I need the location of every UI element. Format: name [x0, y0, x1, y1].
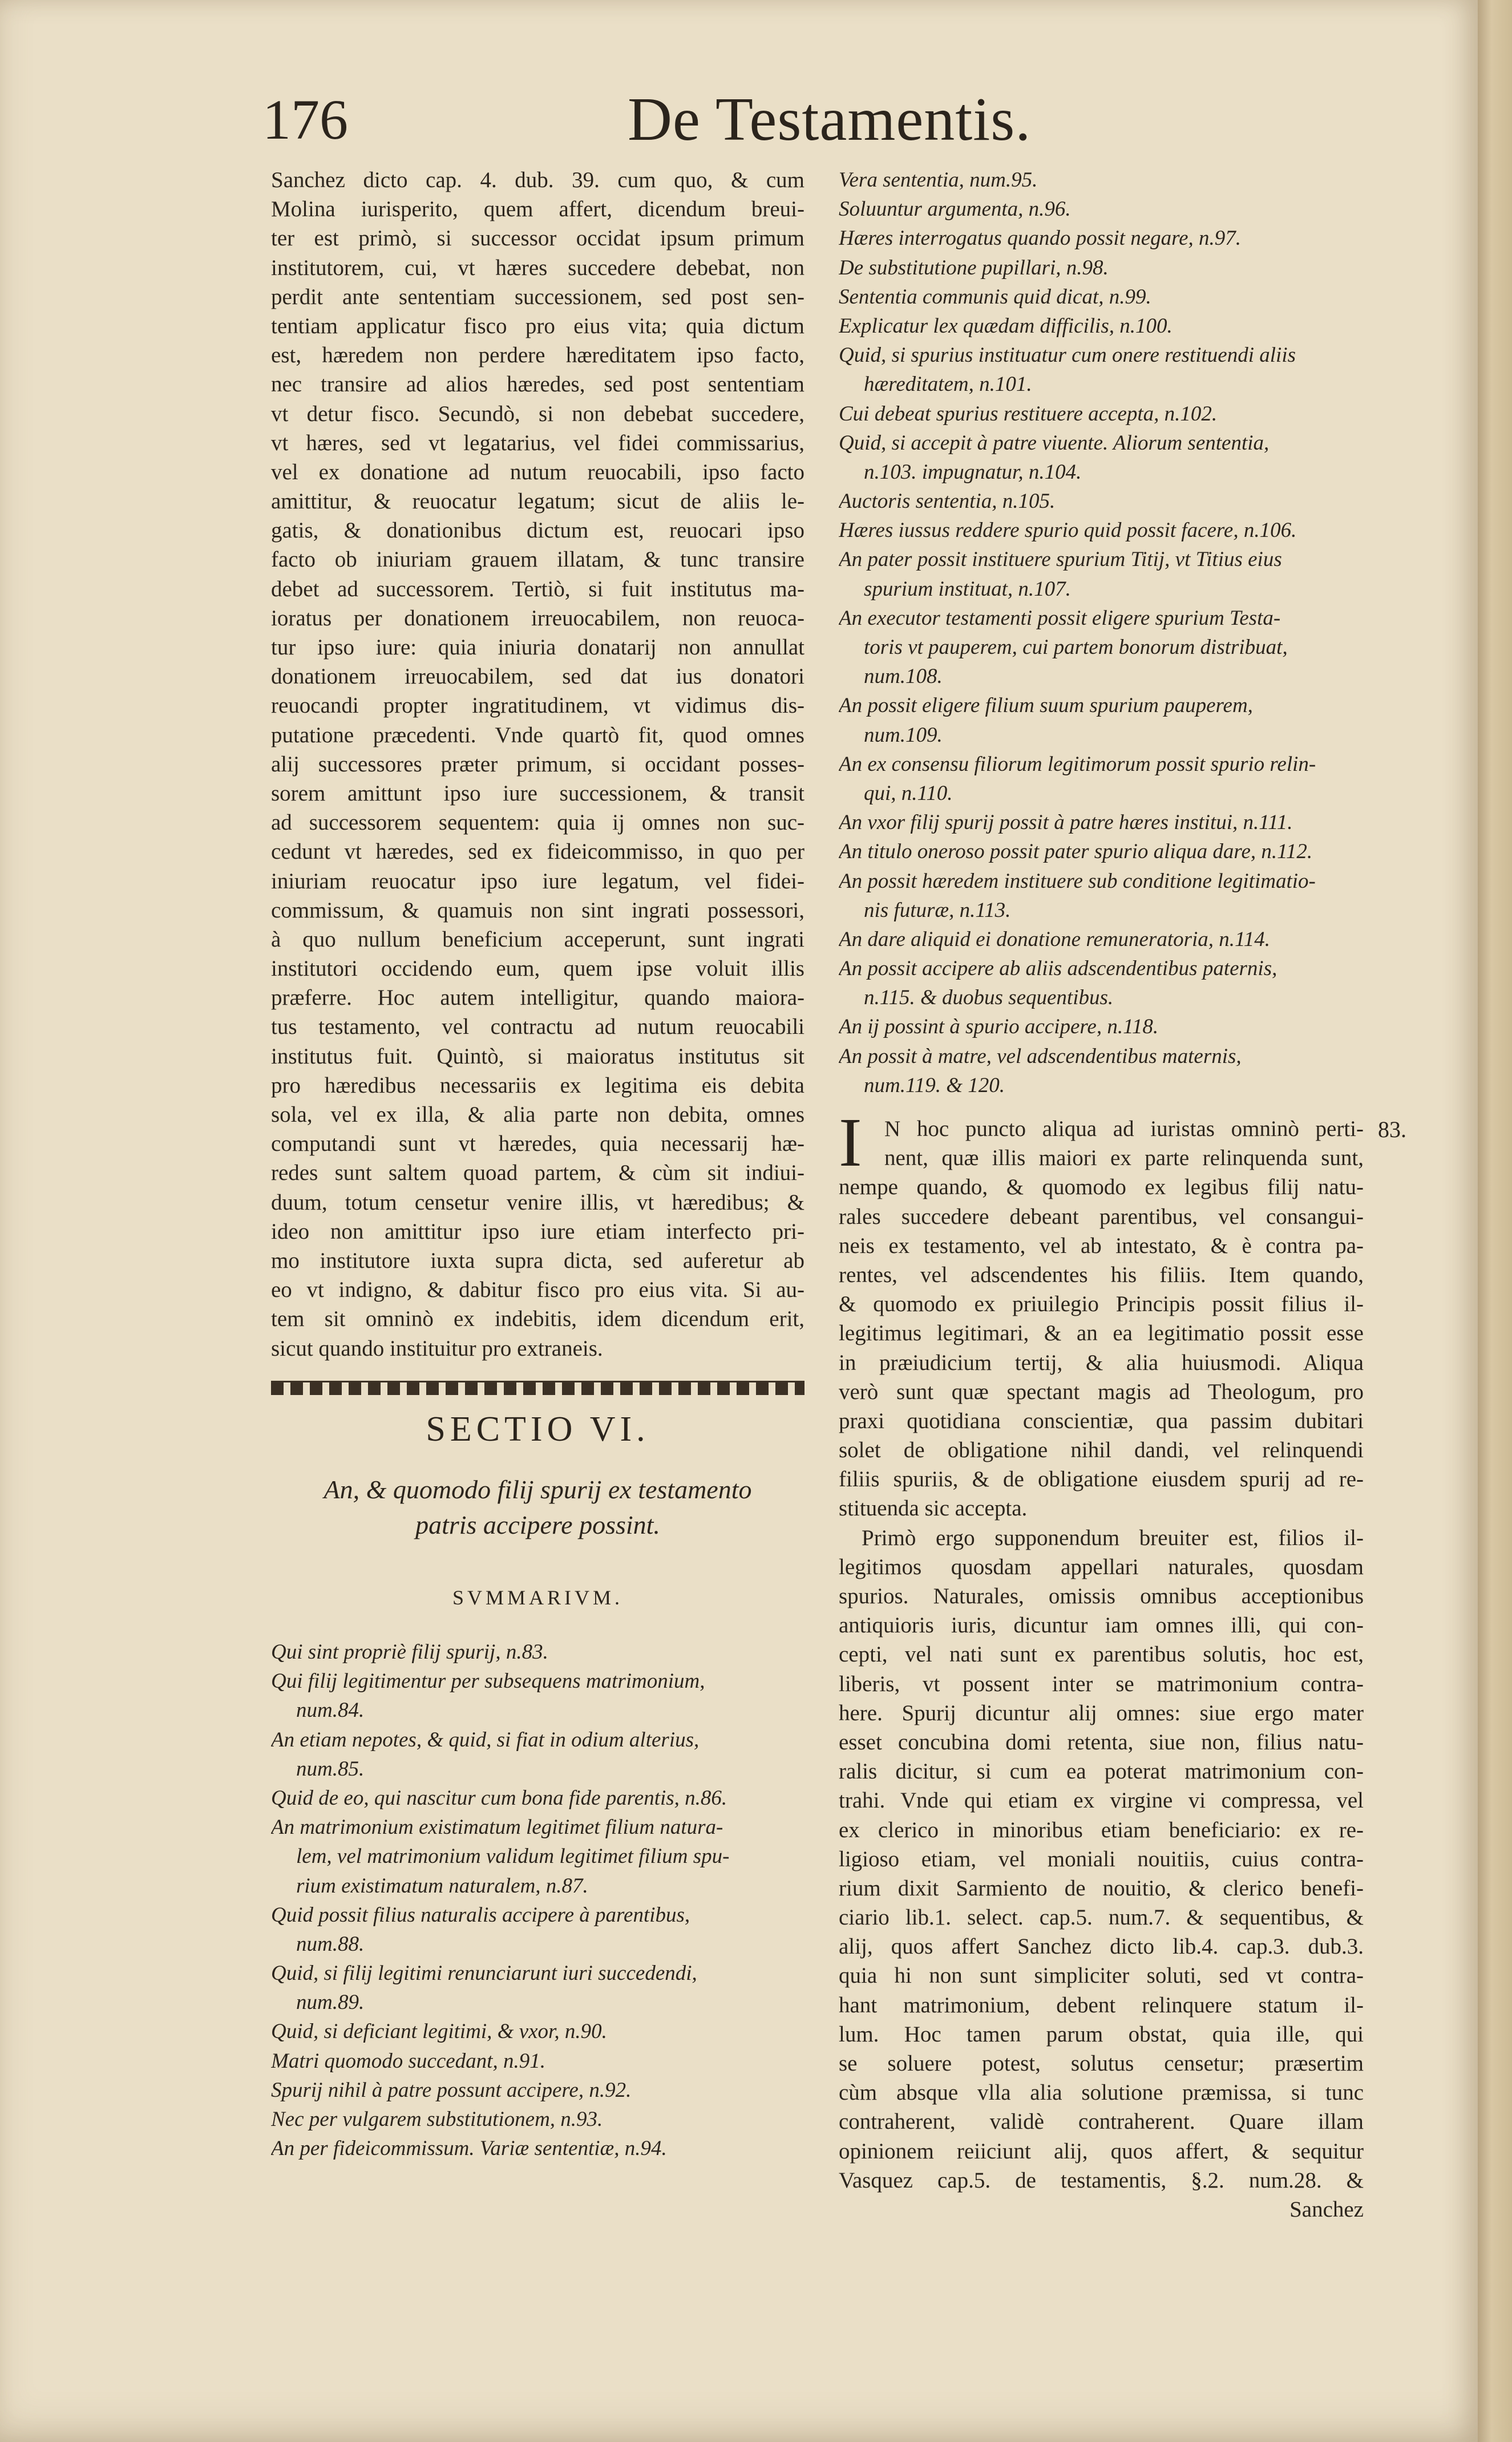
left-line: institutorem, cui, vt hæres succedere debebat, non — [271, 255, 804, 280]
summary-item: Explicatur lex quædam difficilis, n.100. — [839, 314, 1173, 338]
summary-item: An possit eligere filium suum spurium pauperem, — [839, 694, 1253, 718]
right-line: filiis spuriis, & de obligatione eiusdem spurij ad re- — [839, 1467, 1364, 1492]
left-line: sola, vel ex illa, & alia parte non debita, omnes — [271, 1102, 804, 1127]
summary-item: Quid, si deficiant legitimi, & vxor, n.90. — [271, 2020, 607, 2044]
right-line: rales succedere debeant parentibus, vel consangui- — [839, 1204, 1364, 1229]
summary-item: n.115. & duobus sequentibus. — [864, 986, 1114, 1010]
summary-item: nis futuræ, n.113. — [864, 898, 1011, 922]
right-line: trahi. Vnde qui etiam ex virgine vi compressa, vel — [839, 1788, 1364, 1813]
right-line: here. Spurij dicuntur alij omnes: siue ergo mater — [839, 1700, 1364, 1725]
summary-item: Matri quomodo succedant, n.91. — [271, 2049, 545, 2073]
summary-item: An ex consensu filiorum legitimorum possit spurio relin- — [839, 752, 1316, 776]
summary-item: Soluuntur argumenta, n.96. — [839, 197, 1071, 221]
left-line: mo institutore iuxta supra dicta, sed auferetur ab — [271, 1248, 804, 1273]
right-line: nempe quando, & quomodo ex legibus filij natu- — [839, 1175, 1364, 1200]
right-line: & quomodo ex priuilegio Principis possit filius il- — [839, 1292, 1364, 1317]
right-line: spurios. Naturales, omissis omnibus acceptionibus — [839, 1584, 1364, 1608]
section-subtitle — [271, 1472, 804, 1543]
left-line: eo vt indigno, & dabitur fisco pro eius vita. Si au- — [271, 1277, 804, 1303]
right-line: rium dixit Sarmiento de nouitio, & clerico benefi- — [839, 1875, 1364, 1901]
right-summary-list — [839, 165, 1364, 1100]
left-line: à quo nullum beneficium acceperunt, sunt ingrati — [271, 927, 804, 952]
right-line: in præiudicium tertij, & alia huiusmodi. Aliqua — [839, 1350, 1364, 1375]
summary-item: An per fideicommissum. Variæ sententiæ, n.94. — [271, 2137, 667, 2161]
summary-item: De substitutione pupillari, n.98. — [839, 256, 1109, 280]
left-line: est, hæredem non perdere hæreditatem ipso facto, — [271, 343, 804, 368]
right-line: cepti, vel nati sunt ex parentibus solutis, hoc est, — [839, 1642, 1364, 1667]
summary-item: toris vt pauperem, cui partem bonorum distribuat, — [864, 636, 1288, 659]
summary-item: Sententia communis quid dicat, n.99. — [839, 285, 1151, 309]
summary-item: Vera sententia, num.95. — [839, 168, 1038, 192]
left-line: vt hæres, sed vt legatarius, vel fidei commissarius, — [271, 430, 804, 455]
left-line: ioratus per donationem irreuocabilem, non reuoca- — [271, 605, 804, 630]
left-line: institutori occidendo eum, quem ipse voluit illis — [271, 956, 804, 981]
right-line: legitimos quosdam appellari naturales, quosdam — [839, 1554, 1364, 1579]
summary-item: num.108. — [864, 665, 943, 689]
summary-item: An vxor filij spurij possit à patre hæres institui, n.111. — [839, 811, 1293, 835]
left-line: amittitur, & reuocatur legatum; sicut de aliis le- — [271, 489, 804, 514]
summary-item: rium existimatum naturalem, n.87. — [296, 1874, 588, 1898]
left-line: donationem irreuocabilem, sed dat ius donatori — [271, 664, 804, 689]
summary-item: An possit à matre, vel adscendentibus maternis, — [839, 1044, 1242, 1068]
right-line: Vasquez cap.5. de testamentis, §.2. num.28. & — [839, 2168, 1364, 2193]
left-line: perdit ante sententiam successionem, sed post sen- — [271, 284, 804, 309]
summary-item: Qui filij legitimentur per subsequens matrimonium, — [271, 1669, 705, 1693]
right-column-text — [839, 1104, 1364, 2224]
left-line: debet ad successorem. Tertiò, si fuit institutus ma- — [271, 576, 804, 601]
summary-item: qui, n.110. — [864, 781, 953, 805]
summary-item: num.85. — [296, 1757, 365, 1781]
left-line: facto ob iniuriam grauem illatam, & tunc transire — [271, 547, 804, 572]
page-number: 176 — [262, 88, 348, 151]
summary-item: An possit hæredem instituere sub conditione legitimatio- — [839, 869, 1316, 893]
right-line: ex clerico in minoribus etiam beneficiario: ex re- — [839, 1817, 1364, 1842]
right-line: verò sunt quæ spectant magis ad Theologum, pro — [839, 1379, 1364, 1404]
right-line: stituenda sic accepta. — [839, 1496, 1028, 1521]
right-line: solet de obligatione nihil dandi, vel relinquendi — [839, 1438, 1364, 1463]
summary-item: Quid possit filius naturalis accipere à parentibus, — [271, 1903, 690, 1927]
right-line: liberis, vt possent inter se matrimonium contra- — [839, 1671, 1364, 1696]
right-line: hant matrimonium, debent relinquere statum il- — [839, 1992, 1364, 2018]
left-line: sicut quando instituitur pro extraneis. — [271, 1336, 603, 1361]
right-line: ciario lib.1. select. cap.5. num.7. & sequentibus, & — [839, 1905, 1364, 1930]
summary-item: Spurij nihil à patre possunt accipere, n.92. — [271, 2078, 632, 2102]
left-line: Sanchez dicto cap. 4. dub. 39. cum quo, & cum — [271, 168, 804, 192]
right-line: ligioso etiam, vel moniali nouitiis, cuius contra- — [839, 1846, 1364, 1871]
summary-item: Hæres interrogatus quando possit negare, n.97. — [839, 227, 1242, 250]
left-line: ad successorem sequentem: quia ij omnes non suc- — [271, 810, 804, 835]
right-line: nent, quæ illis maiori ex parte relinquenda sunt, — [884, 1146, 1364, 1171]
summary-item: An pater possit instituere spurium Titij, vt Titius eius — [839, 548, 1282, 572]
summary-item: An executor testamenti possit eligere spurium Testa- — [839, 606, 1281, 630]
summary-item: Auctoris sententia, n.105. — [839, 490, 1056, 514]
summary-item: n.103. impugnatur, n.104. — [864, 460, 1082, 484]
left-line: sorem amittunt ipso iure successionem, & transit — [271, 781, 804, 806]
summary-item: num.89. — [296, 1991, 365, 2015]
right-line: lum. Hoc tamen parum obstat, quia ille, qui — [839, 2021, 1364, 2047]
summary-item: Nec per vulgarem substitutionem, n.93. — [271, 2108, 603, 2131]
ornamental-divider — [271, 1381, 804, 1395]
summary-item: Hæres iussus reddere spurio quid possit facere, n.106. — [839, 519, 1297, 543]
left-line: alij successores præter primum, si occidant posses- — [271, 751, 804, 777]
right-line: quia hi non sunt simpliciter soluti, sed vt contra- — [839, 1963, 1364, 1988]
summary-item: Quid, si filij legitimi renunciarunt iuri succedendi, — [271, 1962, 697, 1986]
summary-item: num.84. — [296, 1699, 365, 1723]
right-line: Primò ergo supponendum breuiter est, filios il- — [862, 1525, 1364, 1550]
left-line: iniuriam reuocatur ipso iure legatum, vel fidei- — [271, 868, 804, 893]
left-line: gatis, & donationibus dictum est, reuocari ipso — [271, 518, 804, 543]
summary-heading: SVMMARIVM. — [452, 1586, 624, 1609]
left-line: nec transire ad alios hæredes, sed post sententiam — [271, 372, 804, 397]
summary-item: Qui sint propriè filij spurij, n.83. — [271, 1640, 548, 1664]
summary-item: An titulo oneroso possit pater spurio aliqua dare, n.112. — [839, 840, 1313, 864]
drop-cap: I — [839, 1104, 862, 1181]
left-line: computandi sunt vt hæredes, quia necessarij hæ- — [271, 1131, 804, 1157]
summary-item: num.109. — [864, 723, 943, 747]
left-line: tur ipso iure: quia iniuria donatarij non annullat — [271, 635, 804, 660]
summary-item: An etiam nepotes, & quid, si fiat in odium alterius, — [271, 1728, 700, 1752]
left-line: præferre. Hoc autem intelligitur, quando maiora- — [271, 985, 804, 1010]
left-line: pro hæredibus necessariis ex legitima eis debita — [271, 1073, 804, 1098]
right-line: alij, quos affert Sanchez dicto lib.4. cap.3. dub.3. — [839, 1934, 1364, 1959]
left-line: putatione præcedenti. Vnde quartò fit, quod omnes — [271, 722, 804, 747]
running-head — [262, 86, 1375, 160]
summary-item: Quid, si accepit à patre viuente. Aliorum sententia, — [839, 431, 1270, 455]
right-line: legitimus legitimari, & an ea legitimatio possit esse — [839, 1321, 1364, 1346]
summary-item: spurium instituat, n.107. — [864, 577, 1071, 601]
right-line: neis ex testamento, vel ab intestato, & è contra pa- — [839, 1233, 1364, 1258]
summary-item: An matrimonium existimatum legitimet filium natura- — [271, 1816, 723, 1839]
right-line: antiquioris iuris, dicuntur iam omnes illi, qui con- — [839, 1613, 1364, 1638]
right-line: esset concubina domi retenta, siue non, filius natu- — [839, 1729, 1364, 1754]
left-line: duum, totum censetur venire illis, vt hæredibus; & — [271, 1190, 804, 1215]
summary-item: An dare aliquid ei donatione remuneratoria, n.114. — [839, 927, 1271, 951]
right-line: opinionem reiiciunt alij, quos affert, & sequitur — [839, 2138, 1364, 2164]
right-line: rentes, vel adscendentes his filiis. Item quando, — [839, 1262, 1364, 1287]
left-column-text — [271, 165, 804, 1363]
right-line: praxi quotidiana conscientiæ, qua passim dubitari — [839, 1408, 1364, 1433]
summary-item: hæreditatem, n.101. — [864, 373, 1032, 397]
left-line: commissum, & quamuis non sint ingrati possessori, — [271, 897, 804, 923]
summary-item: num.88. — [296, 1932, 365, 1956]
left-line: institutus fuit. Quintò, si maioratus institutus sit — [271, 1044, 804, 1069]
right-line: ralis dicitur, si cum ea poterat matrimonium con- — [839, 1759, 1364, 1784]
right-line: N hoc puncto aliqua ad iuristas omninò perti- — [884, 1117, 1364, 1141]
summary-item: Quid, si spurius instituatur cum onere restituendi aliis — [839, 343, 1296, 367]
left-line: tentiam applicatur fisco pro eius vita; quia dictum — [271, 313, 804, 338]
left-line: Molina iurisperito, quem affert, dicendum breui- — [271, 197, 804, 222]
left-line: redes sunt saltem quoad partem, & cùm sit indiui- — [271, 1161, 804, 1186]
right-line: contraherent, validè contraherent. Quare illam — [839, 2109, 1364, 2134]
summary-item: Quid de eo, qui nascitur cum bona fide parentis, n.86. — [271, 1786, 727, 1810]
running-title: De Testamentis. — [628, 86, 1032, 153]
section-heading: SECTIO VI. — [426, 1410, 650, 1449]
summary-item: An ij possint à spurio accipere, n.118. — [839, 1015, 1159, 1039]
left-line: reuocandi propter ingratitudinem, vt vidimus dis- — [271, 693, 804, 718]
left-line: vel ex donatione ad nutum reuocabili, ipso facto — [271, 459, 804, 484]
section-subtitle-line: patris accipere possint. — [415, 1510, 660, 1539]
catchword: Sanchez — [1289, 2197, 1364, 2222]
left-line: ideo non amittitur ipso iure etiam interfecto pri- — [271, 1219, 804, 1244]
summary-item: num.119. & 120. — [864, 1073, 1005, 1097]
margin-number: 83. — [1378, 1117, 1406, 1142]
left-line: tus testamento, vel contractu ad nutum reuocabili — [271, 1014, 804, 1040]
left-line: ter est primò, si successor occidat ipsum primum — [271, 226, 804, 251]
left-line: vt detur fisco. Secundò, si non debebat succedere, — [271, 401, 804, 426]
right-line: se soluere potest, solutus censetur; præsertim — [839, 2051, 1364, 2076]
summary-item: Cui debeat spurius restituere accepta, n.102. — [839, 402, 1218, 426]
summary-item: lem, vel matrimonium validum legitimet filium spu- — [296, 1845, 730, 1869]
summary-item: An possit accipere ab aliis adscendentibus paternis, — [839, 957, 1277, 981]
page-edge — [1478, 0, 1512, 2442]
section-subtitle-line: An, & quomodo filij spurij ex testamento — [324, 1475, 752, 1504]
right-line: cùm absque vlla alia solutione præmissa, si tunc — [839, 2080, 1364, 2105]
left-line: tem sit omninò ex indebitis, idem dicendum erit, — [271, 1307, 804, 1332]
summary-list — [271, 1638, 804, 2163]
left-line: cedunt vt hæredes, sed ex fideicommisso, in quo per — [271, 839, 804, 864]
